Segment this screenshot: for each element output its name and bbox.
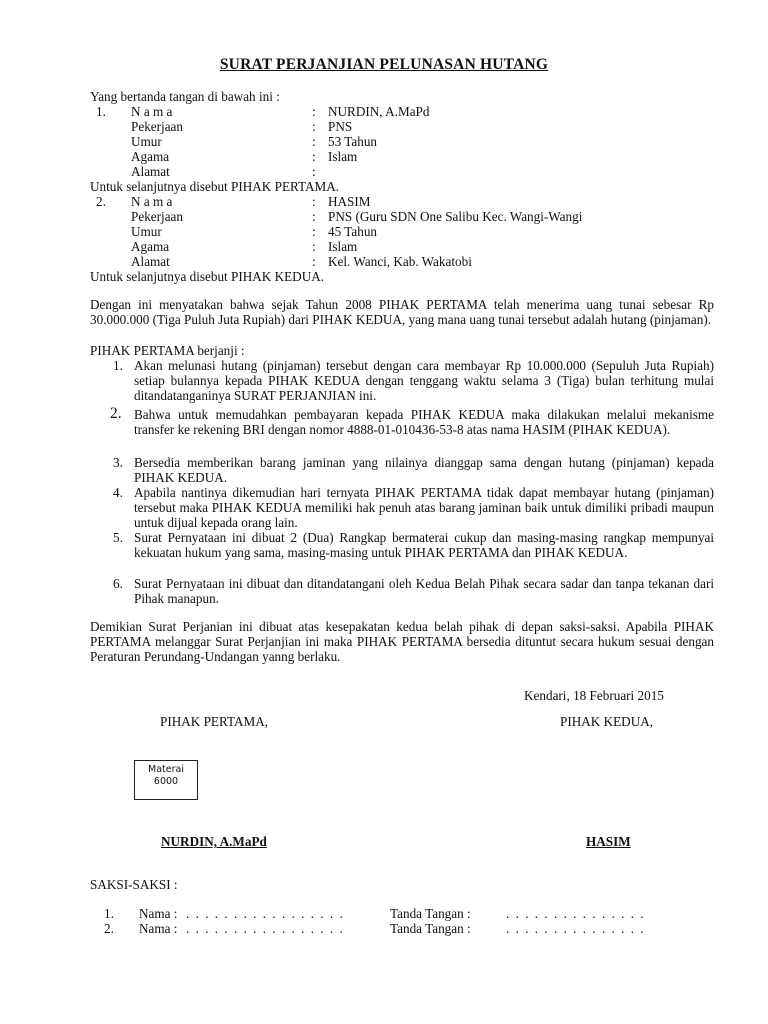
party2-religion-colon: :: [312, 239, 316, 254]
party2-designation: Untuk selanjutnya disebut PIHAK KEDUA.: [90, 269, 325, 284]
promise-5-text: Surat Pernyataan ini dibuat 2 (Dua) Rangkap bermaterai cukup dan masing-masing rangkap mempunyai kekuatan hukum yang sama, masing-masing untuk PIHAK PERTAMA dan PIHAK KEDUA.: [134, 530, 714, 561]
party1-address-label: Alamat: [131, 164, 170, 179]
place-date: Kendari, 18 Februari 2015: [524, 688, 664, 703]
promise-4-number: 4.: [113, 485, 123, 500]
party1-number: 1.: [96, 104, 106, 119]
party2-name-colon: :: [312, 194, 316, 209]
promise-1-number: 1.: [113, 358, 123, 373]
party2-age-label: Umur: [131, 224, 162, 239]
party1-job-value: PNS: [328, 119, 353, 134]
party2-job-colon: :: [312, 209, 316, 224]
witness-1-number: 1.: [104, 906, 114, 921]
party2-address-colon: :: [312, 254, 316, 269]
promise-2-text: Bahwa untuk memudahkan pembayaran kepada PIHAK KEDUA maka dilakukan melalui mekanisme transfer ke rekening BRI dengan nomor 4888-01-010436-53-8 atas nama HASIM (PIHAK KEDUA).: [134, 407, 714, 438]
party2-address-label: Alamat: [131, 254, 170, 269]
stamp-text-line2: 6000: [153, 776, 179, 787]
second-party-signature-name: HASIM: [586, 834, 631, 849]
promise-6-text: Surat Pernyataan ini dibuat dan ditandatangani oleh Kedua Belah Pihak secara sadar dan tanpa tekanan dari Pihak manapun.: [134, 576, 714, 607]
witness-1-sign-dots: . . . . . . . . . . . . . . .: [506, 906, 646, 921]
witness-2-number: 2.: [104, 921, 114, 936]
promise-4-text: Apabila nantinya dikemudian hari ternyata PIHAK PERTAMA tidak dapat membayar hutang (pinjaman) tersebut maka PIHAK KEDUA memiliki hak penuh atas barang jaminan baik untuk dimiliki pribadi maupun untuk dijual kepada orang lain.: [134, 485, 714, 531]
party1-religion-colon: :: [312, 149, 316, 164]
party2-religion-value: Islam: [328, 239, 358, 254]
promise-1-text: Akan melunasi hutang (pinjaman) tersebut dengan cara membayar Rp 10.000.000 (Sepuluh Juta Rupiah) setiap bulannya kepada PIHAK KEDUA dengan tenggang waktu selama 3 (Tiga) bulan terhitung mulai ditandatanganinya SURAT PERJANJIAN ini.: [134, 358, 714, 404]
witness-1-name-label: Nama :: [139, 906, 178, 921]
party1-job-label: Pekerjaan: [131, 119, 183, 134]
party1-religion-label: Agama: [131, 149, 170, 164]
closing-paragraph: Demikian Surat Perjanian ini dibuat atas kesepakatan kedua belah pihak di depan saksi-saksi. Apabila PIHAK PERTAMA melanggar Surat Perjanjian ini maka PIHAK PERTAMA bersedia dituntut secara hukum sesuai dengan Peraturan Perundang-Undangan yanng berlaku.: [90, 619, 714, 665]
party2-job-label: Pekerjaan: [131, 209, 183, 224]
party1-age-colon: :: [312, 134, 316, 149]
first-party-signature-name: NURDIN, A.MaPd: [161, 834, 267, 849]
party1-age-value: 53 Tahun: [328, 134, 378, 149]
materai-stamp-box: [134, 760, 198, 800]
statement-paragraph: Dengan ini menyatakan bahwa sejak Tahun 2008 PIHAK PERTAMA telah menerima uang tunai sebesar Rp 30.000.000 (Tiga Puluh Juta Rupiah) dari PIHAK KEDUA, yang mana uang tunai tersebut adalah hutang (pinjaman).: [90, 297, 714, 328]
party1-name-value: NURDIN, A.MaPd: [328, 104, 430, 119]
party1-job-colon: :: [312, 119, 316, 134]
promise-3-text: Bersedia memberikan barang jaminan yang nilainya dianggap sama dengan hutang (pinjaman) kepada PIHAK KEDUA.: [134, 455, 714, 486]
promise-5-number: 5.: [113, 530, 123, 545]
party1-age-label: Umur: [131, 134, 162, 149]
witness-2-sign-label: Tanda Tangan :: [390, 921, 471, 936]
witness-1-sign-label: Tanda Tangan :: [390, 906, 471, 921]
party1-religion-value: Islam: [328, 149, 358, 164]
party2-number: 2.: [96, 194, 106, 209]
intro-text: Yang bertanda tangan di bawah ini :: [90, 89, 280, 104]
witness-2-sign-dots: . . . . . . . . . . . . . . .: [506, 921, 646, 936]
document-title: SURAT PERJANJIAN PELUNASAN HUTANG: [219, 56, 549, 73]
party2-age-colon: :: [312, 224, 316, 239]
promise-heading: PIHAK PERTAMA berjanji :: [90, 343, 245, 358]
promise-6-number: 6.: [113, 576, 123, 591]
party1-designation: Untuk selanjutnya disebut PIHAK PERTAMA.: [90, 179, 340, 194]
second-party-sign-label: PIHAK KEDUA,: [560, 714, 654, 729]
witness-1-name-dots: . . . . . . . . . . . . . . . . .: [186, 906, 345, 921]
stamp-text-line1: Materai: [148, 764, 184, 775]
promise-2-number: 2.: [110, 405, 122, 422]
party1-name-label: N a m a: [131, 104, 173, 119]
party1-name-colon: :: [312, 104, 316, 119]
party1-address-colon: :: [312, 164, 316, 179]
party2-religion-label: Agama: [131, 239, 170, 254]
party2-address-value: Kel. Wanci, Kab. Wakatobi: [328, 254, 472, 269]
party2-name-label: N a m a: [131, 194, 173, 209]
party2-name-value: HASIM: [328, 194, 371, 209]
party2-age-value: 45 Tahun: [328, 224, 378, 239]
first-party-sign-label: PIHAK PERTAMA,: [160, 714, 269, 729]
promise-3-number: 3.: [113, 455, 123, 470]
witness-2-name-dots: . . . . . . . . . . . . . . . . .: [186, 921, 345, 936]
witness-2-name-label: Nama :: [139, 921, 178, 936]
witness-heading: SAKSI-SAKSI :: [90, 877, 178, 892]
party2-job-value: PNS (Guru SDN One Salibu Kec. Wangi-Wangi: [328, 209, 583, 224]
